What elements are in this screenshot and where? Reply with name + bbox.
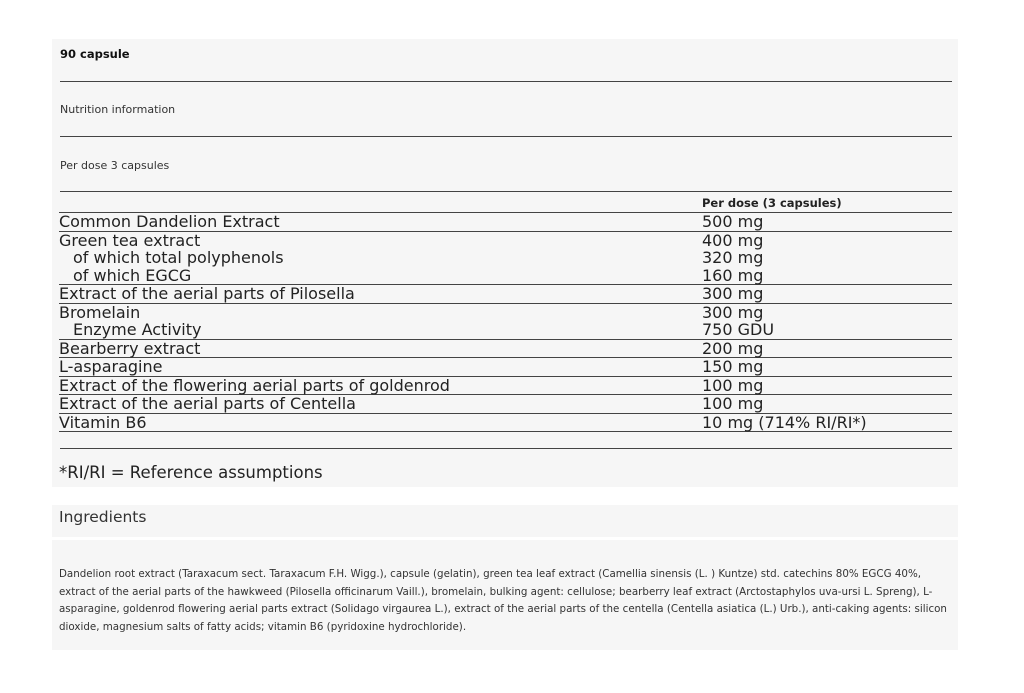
divider: [60, 448, 952, 449]
product-title: 90 capsule: [60, 47, 130, 61]
nutrient-name: Extract of the aerial parts of Centella: [59, 394, 356, 413]
nutrient-value: 400 mg: [702, 230, 764, 250]
table-row: [59, 376, 952, 395]
nutrient-value: 750 GDU: [702, 320, 775, 339]
nutrient-name: Green tea extract: [59, 230, 201, 250]
nutrient-name: Common Dandelion Extract: [59, 212, 280, 231]
nutrient-name-cell: [59, 231, 702, 285]
table-row: [59, 395, 952, 414]
table-row: [59, 303, 952, 339]
nutrition-heading: Nutrition information: [60, 103, 176, 116]
nutrition-table: [59, 194, 952, 432]
per-dose-heading: Per dose 3 capsules: [60, 159, 170, 172]
table-row: [59, 339, 952, 358]
nutrient-value: 300 mg: [702, 302, 764, 322]
nutrient-value: 10 mg (714% RI/RI*): [702, 412, 867, 432]
nutrient-value: 300 mg: [702, 284, 764, 303]
table-row: [59, 413, 952, 432]
table-row: [59, 213, 952, 232]
ingredients-header: [52, 505, 958, 537]
nutrient-name: Vitamin B6: [59, 412, 147, 432]
nutrient-name: Bromelain: [59, 302, 141, 322]
nutrient-value-cell: [702, 231, 952, 285]
nutrient-value: 100 mg: [702, 394, 764, 413]
nutrient-value-cell: [702, 303, 952, 339]
nutrition-panel: [52, 39, 958, 487]
nutrient-value: 100 mg: [702, 375, 764, 395]
table-header-value: Per dose (3 capsules): [702, 196, 842, 210]
nutrient-name-cell: [59, 303, 702, 339]
divider: [60, 81, 952, 82]
table-header-row: [59, 194, 952, 213]
nutrient-name: Extract of the aerial parts of Pilosella: [59, 284, 355, 303]
nutrient-value: 320 mg: [702, 248, 764, 267]
nutrient-value: 500 mg: [702, 212, 764, 231]
nutrient-value: 150 mg: [702, 357, 764, 376]
nutrient-subname: of which EGCG: [73, 265, 192, 285]
table-row: [59, 285, 952, 304]
nutrient-subname: Enzyme Activity: [73, 320, 202, 339]
nutrient-name: Extract of the flowering aerial parts of goldenrod: [59, 375, 450, 395]
nutrient-value: 160 mg: [702, 265, 764, 285]
nutrient-name: L-asparagine: [59, 357, 163, 376]
ingredients-body: [52, 540, 958, 650]
table-header-name: [59, 194, 702, 213]
divider: [60, 136, 952, 137]
ingredients-text: Dandelion root extract (Taraxacum sect. Taraxacum F.H. Wigg.), capsule (gelatin), green tea leaf extract (Camellia sinensis (L. ) Kuntze) std. catechins 80% EGCG 40%, extract of the aerial parts of the hawkweed (Pilosella officinarum Vaill.), bromelain, bulking agent: cellulose; bearberry leaf extract (Arctostaphylos uva-ursi L. Spreng), L-asparagine, goldenrod flowering aerial parts extract (Solidago virgaurea L.), extract of the aerial parts of the centella (Centella asiatica (L.) Urb.), anti-caking agents: silicon dioxide, magnesium salts of fatty acids; vitamin B6 (pyridoxine hydrochloride).: [59, 568, 947, 633]
nutrient-name: Bearberry extract: [59, 338, 201, 358]
divider: [60, 191, 952, 192]
reference-footnote: *RI/RI = Reference assumptions: [59, 463, 323, 482]
table-row: [59, 358, 952, 377]
nutrient-subname: of which total polyphenols: [73, 248, 284, 267]
table-row: [59, 231, 952, 285]
ingredients-heading: Ingredients: [59, 508, 147, 526]
nutrient-value: 200 mg: [702, 338, 764, 358]
